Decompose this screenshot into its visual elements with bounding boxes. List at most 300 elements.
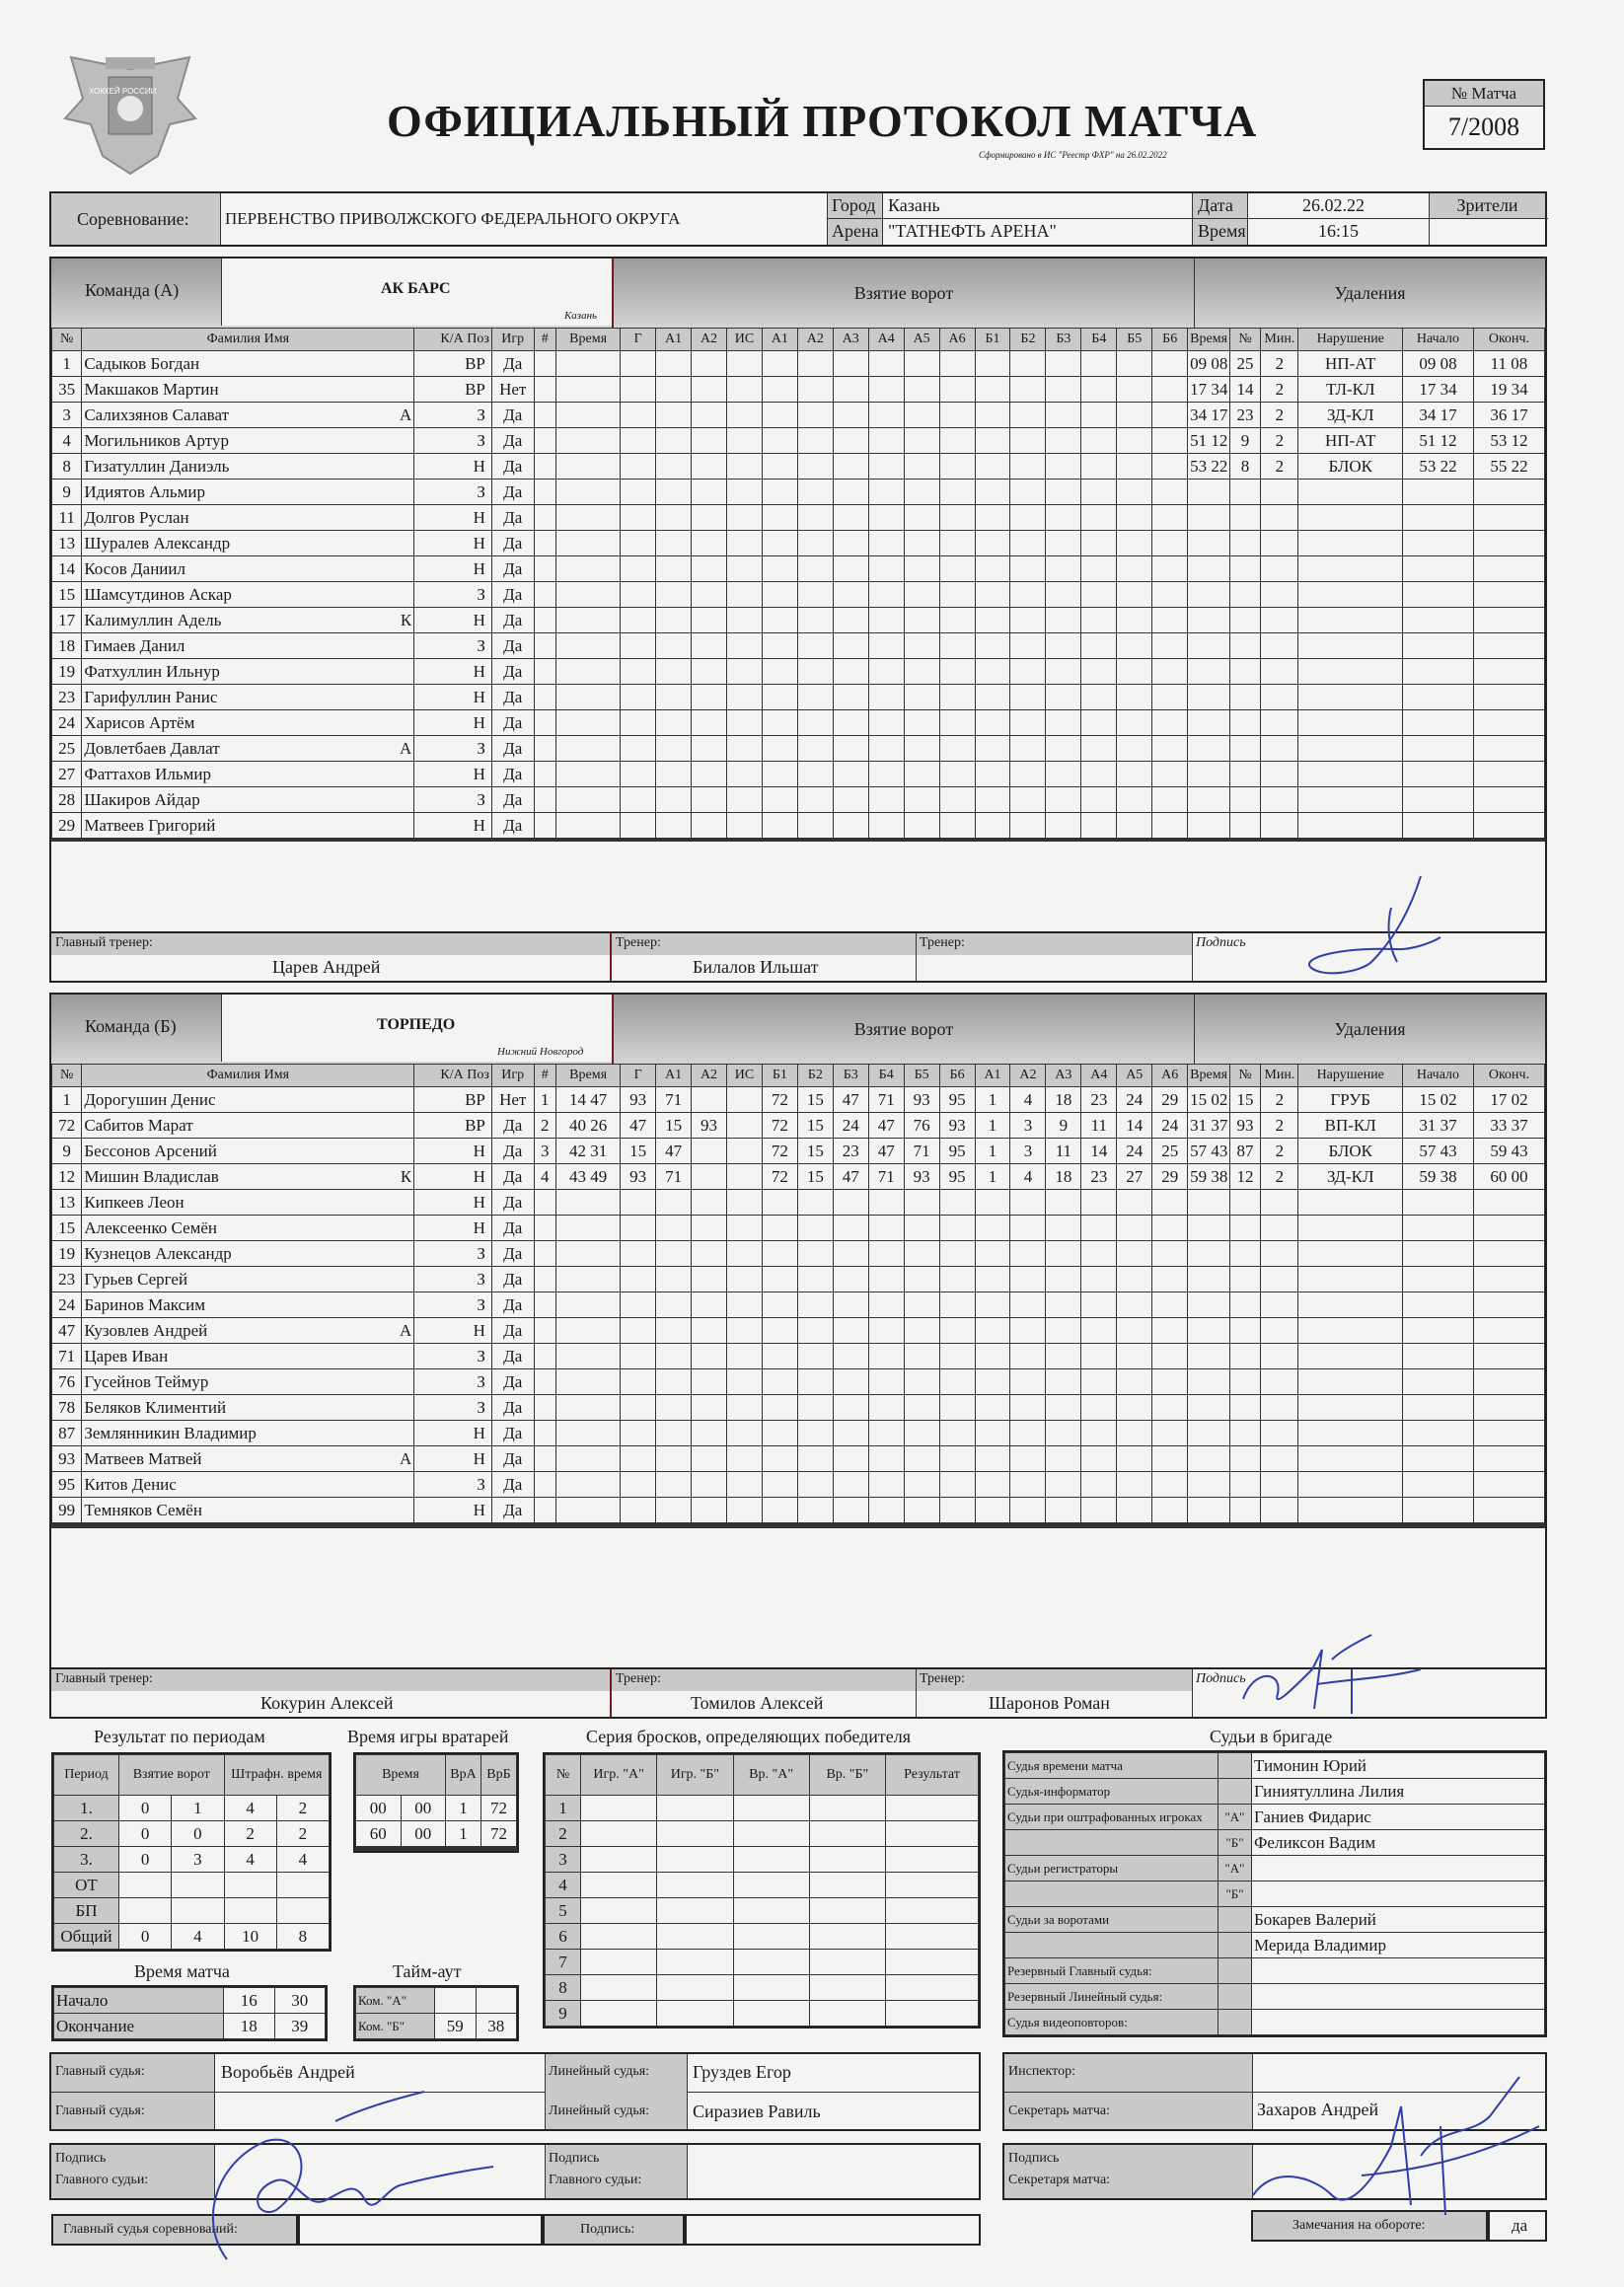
team-b-head-coach-label: Главный тренер: <box>55 1671 153 1686</box>
match-number-box <box>1423 79 1545 150</box>
player-name: Гимаев Данил <box>82 633 414 659</box>
penalty-player: 9 <box>1229 428 1260 454</box>
periods-table <box>53 1754 330 1950</box>
official-role: Судья-информатор <box>1005 1779 1218 1805</box>
player-position: Н <box>414 454 492 480</box>
team-a-name: АК БАРС <box>381 280 451 297</box>
goal-cell: 9 <box>1046 1113 1081 1139</box>
table-row <box>546 1821 979 1847</box>
period-value: 4 <box>276 1847 329 1873</box>
player-played: Да <box>491 1139 534 1164</box>
main-referee-1-label: Главный судья: <box>55 2064 145 2079</box>
player-number: 1 <box>52 1087 82 1113</box>
period-value <box>276 1898 329 1924</box>
official-team <box>1218 1907 1252 1933</box>
col-played: Игр <box>491 329 534 351</box>
official-role: Судьи при оштрафованных игроках <box>1005 1805 1218 1830</box>
table-row <box>52 351 1545 377</box>
page-title: ОФИЦИАЛЬНЫЙ ПРОТОКОЛ МАТЧА <box>387 96 1258 146</box>
table-row <box>52 813 1545 839</box>
goal-cell: 14 <box>1081 1139 1117 1164</box>
official-name <box>1252 1856 1545 1881</box>
penalty-col: № <box>1229 1065 1260 1087</box>
player-played: Да <box>491 1369 534 1395</box>
player-number: 24 <box>52 1292 82 1318</box>
sign-main-1-label: Подпись <box>55 2151 107 2166</box>
shootout-number: 9 <box>546 2001 581 2027</box>
team-a-coach2-label: Тренер: <box>920 935 965 950</box>
shootout-col: Вр. "А" <box>733 1755 809 1796</box>
goal-cell: 1 <box>975 1087 1010 1113</box>
penalty-player: 8 <box>1229 454 1260 480</box>
table-row <box>52 428 1545 454</box>
player-name: Фатхуллин Ильнур <box>82 659 414 685</box>
penalty-player: 23 <box>1229 403 1260 428</box>
penalty-start: 31 37 <box>1403 1113 1474 1139</box>
player-position: Н <box>414 1190 492 1216</box>
timeout-b-seconds: 38 <box>476 2014 517 2039</box>
goal-cell: 47 <box>833 1087 868 1113</box>
main-referee-2-label: Главный судья: <box>55 2103 145 2118</box>
goal-cell: 24 <box>1152 1113 1188 1139</box>
player-position: З <box>414 1344 492 1369</box>
inspector-label: Инспектор: <box>1008 2064 1075 2079</box>
team-a-table <box>51 328 1545 842</box>
player-position: З <box>414 582 492 608</box>
player-name: Салихзянов Салават А <box>82 403 414 428</box>
gk-title: Время игры вратарей <box>347 1727 509 1746</box>
penalty-minutes: 2 <box>1261 1139 1298 1164</box>
table-row <box>52 1472 1545 1498</box>
period-label: 3. <box>54 1847 119 1873</box>
team-b-sign-label: Подпись <box>1196 1671 1246 1686</box>
period-value <box>224 1873 276 1898</box>
player-played: Да <box>491 659 534 685</box>
player-number: 23 <box>52 1267 82 1292</box>
goal-cell <box>726 1087 762 1113</box>
arena: "ТАТНЕФТЬ АРЕНА" <box>888 221 1057 241</box>
col-gk-b: ВрБ <box>481 1755 517 1796</box>
table-row <box>52 659 1545 685</box>
player-position: Н <box>414 1216 492 1241</box>
penalty-infraction: ТЛ-КЛ <box>1298 377 1403 403</box>
player-position: Н <box>414 505 492 531</box>
table-row <box>52 1498 1545 1523</box>
official-name: Феликсон Вадим <box>1252 1830 1545 1856</box>
player-played: Нет <box>491 1087 534 1113</box>
table-row <box>546 1847 979 1873</box>
player-position: З <box>414 736 492 762</box>
player-played: Да <box>491 1472 534 1498</box>
goal-col: Время <box>556 1065 621 1087</box>
table-row <box>52 762 1545 787</box>
goal-time: 14 47 <box>556 1087 621 1113</box>
player-name: Матвеев Матвей А <box>82 1446 414 1472</box>
player-name: Фаттахов Ильмир <box>82 762 414 787</box>
goal-time: 42 31 <box>556 1139 621 1164</box>
official-name: Мерида Владимир <box>1252 1933 1545 1958</box>
player-number: 11 <box>52 505 82 531</box>
match-end-label: Окончание <box>54 2014 224 2039</box>
table-row <box>52 403 1545 428</box>
table-row <box>52 1292 1545 1318</box>
gk-value: 60 <box>356 1821 402 1847</box>
goal-cell: 3 <box>1010 1113 1046 1139</box>
emblem-text: ХОККЕЙ РОССИИ <box>89 87 157 96</box>
penalty-time: 34 17 <box>1188 403 1230 428</box>
goal-number: 2 <box>534 1113 555 1139</box>
competition: ПЕРВЕНСТВО ПРИВОЛЖСКОГО ФЕДЕРАЛЬНОГО ОКРУГА <box>225 209 681 228</box>
goal-col: # <box>534 329 555 351</box>
player-position: Н <box>414 531 492 556</box>
date: 26.02.22 <box>1302 195 1365 215</box>
goal-col: А3 <box>1046 1065 1081 1087</box>
gk-value: 72 <box>481 1796 517 1821</box>
penalty-player: 12 <box>1229 1164 1260 1190</box>
gk-value <box>481 1850 517 1851</box>
penalty-col: Время <box>1188 329 1230 351</box>
goal-col: А3 <box>833 329 868 351</box>
match-start-minutes: 30 <box>274 1988 326 2014</box>
penalty-start: 53 22 <box>1403 454 1474 480</box>
player-position: Н <box>414 1421 492 1446</box>
player-position: Н <box>414 762 492 787</box>
goal-col: А1 <box>656 329 692 351</box>
official-team <box>1218 1984 1252 2010</box>
team-b-city: Нижний Новгород <box>497 1046 584 1058</box>
official-team: "А" <box>1218 1856 1252 1881</box>
penalty-col: Оконч. <box>1473 329 1544 351</box>
player-number: 4 <box>52 428 82 454</box>
player-position: З <box>414 1292 492 1318</box>
goal-cell: 15 <box>797 1164 833 1190</box>
penalty-start: 34 17 <box>1403 403 1474 428</box>
penalty-end: 33 37 <box>1473 1113 1544 1139</box>
sign-field <box>685 2214 981 2246</box>
col-num: № <box>52 1065 82 1087</box>
goal-col: Б6 <box>939 1065 975 1087</box>
table-row <box>52 633 1545 659</box>
table-row <box>52 1113 1545 1139</box>
penalty-col: Начало <box>1403 329 1474 351</box>
table-row <box>356 1796 517 1821</box>
goal-cell: 47 <box>868 1139 904 1164</box>
team-b-penalties-title: Удаления <box>1194 995 1545 1064</box>
goal-col: А1 <box>975 1065 1010 1087</box>
player-played: Да <box>491 1318 534 1344</box>
player-position: Н <box>414 1164 492 1190</box>
player-position: Н <box>414 685 492 710</box>
notes-field <box>1488 2210 1547 2242</box>
penalty-minutes: 2 <box>1261 454 1298 480</box>
player-name: Харисов Артём <box>82 710 414 736</box>
goal-cell: 95 <box>939 1164 975 1190</box>
main-referee-signatures <box>49 2143 981 2200</box>
goal-col: А4 <box>1081 1065 1117 1087</box>
line-referee-2: Сиразиев Равиль <box>693 2102 821 2121</box>
match-time-table <box>53 1987 326 2039</box>
table-row <box>546 1796 979 1821</box>
period-value: 4 <box>224 1847 276 1873</box>
gk-value <box>401 1850 446 1851</box>
goal-cell: 93 <box>904 1087 939 1113</box>
goal-cell: 47 <box>833 1164 868 1190</box>
goal-cell: 71 <box>868 1164 904 1190</box>
penalty-minutes: 2 <box>1261 351 1298 377</box>
gk-value <box>446 1850 481 1851</box>
goal-col: Г <box>621 1065 656 1087</box>
secretary-label: Секретарь матча: <box>1008 2103 1111 2118</box>
penalty-col: Нарушение <box>1298 329 1403 351</box>
goal-col: А1 <box>656 1065 692 1087</box>
goal-cell: 71 <box>868 1087 904 1113</box>
goal-cell: 27 <box>1117 1164 1152 1190</box>
gk-value: 00 <box>401 1821 446 1847</box>
notes-box <box>1251 2210 1488 2242</box>
gk-value: 00 <box>401 1796 446 1821</box>
penalty-infraction: ЗД-КЛ <box>1298 1164 1403 1190</box>
goal-cell <box>692 1139 727 1164</box>
sign-secretary-label: Подпись <box>1008 2151 1060 2166</box>
player-number: 47 <box>52 1318 82 1344</box>
team-b-name: ТОРПЕДО <box>377 1016 456 1033</box>
player-name: Садыков Богдан <box>82 351 414 377</box>
penalty-time: 17 34 <box>1188 377 1230 403</box>
goal-cell: 14 <box>1117 1113 1152 1139</box>
goal-cell: 24 <box>833 1113 868 1139</box>
table-row <box>52 1421 1545 1446</box>
player-name: Китов Денис <box>82 1472 414 1498</box>
city: Казань <box>888 195 940 215</box>
player-name: Алексеенко Семён <box>82 1216 414 1241</box>
player-played: Да <box>491 403 534 428</box>
player-played: Да <box>491 1344 534 1369</box>
period-value: 0 <box>119 1821 172 1847</box>
player-number: 23 <box>52 685 82 710</box>
goal-col: ИС <box>726 1065 762 1087</box>
table-row <box>1005 1753 1545 1779</box>
player-played: Да <box>491 1421 534 1446</box>
player-number: 29 <box>52 813 82 839</box>
goal-cell: 29 <box>1152 1087 1188 1113</box>
goal-cell: 95 <box>939 1087 975 1113</box>
match-info <box>49 191 1547 247</box>
player-position: ВР <box>414 351 492 377</box>
table-row <box>52 1344 1545 1369</box>
goal-cell: 15 <box>797 1113 833 1139</box>
period-value: 3 <box>172 1847 224 1873</box>
goal-cell <box>726 1164 762 1190</box>
team-a-penalties-title: Удаления <box>1194 258 1545 328</box>
official-name <box>1252 1881 1545 1907</box>
goal-cell: 76 <box>904 1113 939 1139</box>
time: 16:15 <box>1318 221 1360 241</box>
penalty-minutes: 2 <box>1261 403 1298 428</box>
player-played: Да <box>491 762 534 787</box>
team-a-head-coach-label: Главный тренер: <box>55 935 153 950</box>
goal-cell: 11 <box>1046 1139 1081 1164</box>
gk-value: 1 <box>446 1796 481 1821</box>
table-row <box>52 480 1545 505</box>
penalty-end: 60 00 <box>1473 1164 1544 1190</box>
col-period-goals: Взятие ворот <box>119 1755 225 1796</box>
player-position: Н <box>414 556 492 582</box>
team-b-coach1: Томилов Алексей <box>691 1693 824 1713</box>
team-a-label: Команда (А) <box>85 280 180 300</box>
table-row <box>54 1821 330 1847</box>
penalty-end: 53 12 <box>1473 428 1544 454</box>
goal-cell: 23 <box>1081 1164 1117 1190</box>
penalty-start: 51 12 <box>1403 428 1474 454</box>
team-a-head-coach: Царев Андрей <box>272 957 381 977</box>
period-label: Общий <box>54 1924 119 1950</box>
shootout-col: Игр. "Б" <box>657 1755 733 1796</box>
period-value <box>172 1898 224 1924</box>
table-row <box>54 1796 330 1821</box>
player-position: ВР <box>414 377 492 403</box>
player-number: 76 <box>52 1369 82 1395</box>
player-number: 9 <box>52 1139 82 1164</box>
match-start-hours: 16 <box>224 1988 275 2014</box>
penalty-infraction: НП-АТ <box>1298 351 1403 377</box>
penalty-infraction: БЛОК <box>1298 1139 1403 1164</box>
team-b-goals-title: Взятие ворот <box>612 995 1194 1064</box>
player-number: 3 <box>52 403 82 428</box>
team-b-head-coach: Кокурин Алексей <box>260 1693 394 1713</box>
table-row <box>52 1190 1545 1216</box>
player-position: ВР <box>414 1087 492 1113</box>
col-period-pim: Штрафн. время <box>224 1755 330 1796</box>
timeout-a-label: Ком. "А" <box>356 1988 435 2014</box>
player-name: Косов Даниил <box>82 556 414 582</box>
table-row <box>52 1139 1545 1164</box>
goal-col: Б2 <box>1010 329 1046 351</box>
goal-cell: 11 <box>1081 1113 1117 1139</box>
goal-cell: 4 <box>1010 1087 1046 1113</box>
table-row <box>52 841 1545 842</box>
penalty-col: Оконч. <box>1473 1065 1544 1087</box>
goal-col: А4 <box>868 329 904 351</box>
shootout-number: 5 <box>546 1898 581 1924</box>
player-name: Кипкеев Леон <box>82 1190 414 1216</box>
player-name: Кузовлев Андрей А <box>82 1318 414 1344</box>
penalty-time: 15 02 <box>1188 1087 1230 1113</box>
notes-label: Замечания на обороте: <box>1292 2218 1426 2233</box>
time-label: Время <box>1198 221 1246 241</box>
player-position: З <box>414 1267 492 1292</box>
official-role <box>1005 1933 1218 1958</box>
shootout-table <box>545 1754 979 2027</box>
goal-col: А6 <box>939 329 975 351</box>
period-value: 4 <box>224 1796 276 1821</box>
goal-number: 1 <box>534 1087 555 1113</box>
table-row <box>546 2001 979 2027</box>
penalty-end: 17 02 <box>1473 1087 1544 1113</box>
goal-col: Б5 <box>1117 329 1152 351</box>
penalty-minutes: 2 <box>1261 428 1298 454</box>
match-number: 7/2008 <box>1447 112 1520 141</box>
player-number: 8 <box>52 454 82 480</box>
col-gk-time: Время <box>356 1755 446 1796</box>
period-label: 1. <box>54 1796 119 1821</box>
goal-cell: 71 <box>656 1087 692 1113</box>
player-played: Да <box>491 1113 534 1139</box>
officials-table <box>1004 1752 1545 2035</box>
col-name: Фамилия Имя <box>82 1065 414 1087</box>
table-row <box>52 531 1545 556</box>
player-played: Да <box>491 710 534 736</box>
table-row <box>1005 1856 1545 1881</box>
player-played: Да <box>491 1395 534 1421</box>
line-referee-1-label: Линейный судья: <box>549 2064 650 2079</box>
penalty-col: Мин. <box>1261 329 1298 351</box>
goal-cell: 25 <box>1152 1139 1188 1164</box>
penalty-col: Нарушение <box>1298 1065 1403 1087</box>
table-row <box>54 1873 330 1898</box>
table-row <box>52 787 1545 813</box>
goal-col: # <box>534 1065 555 1087</box>
player-number: 78 <box>52 1395 82 1421</box>
goal-col: Б2 <box>797 1065 833 1087</box>
goal-cell: 93 <box>939 1113 975 1139</box>
table-row <box>52 1318 1545 1344</box>
table-row <box>52 1267 1545 1292</box>
period-value: 0 <box>119 1924 172 1950</box>
goal-cell: 47 <box>621 1113 656 1139</box>
sign-main-2-label-2: Главного судьи: <box>549 2173 642 2187</box>
period-value: 0 <box>119 1796 172 1821</box>
period-value: 0 <box>172 1821 224 1847</box>
team-a-goals-title: Взятие ворот <box>612 258 1194 328</box>
sign-main-1-label-2: Главного судьи: <box>55 2173 149 2187</box>
chief-referee-field <box>298 2214 543 2246</box>
col-name: Фамилия Имя <box>82 329 414 351</box>
team-b-table <box>51 1064 1545 1528</box>
goal-cell: 47 <box>868 1113 904 1139</box>
player-number: 35 <box>52 377 82 403</box>
player-name: Долгов Руслан <box>82 505 414 531</box>
period-value: 0 <box>119 1847 172 1873</box>
goal-cell: 72 <box>762 1087 797 1113</box>
period-value: 2 <box>276 1821 329 1847</box>
official-role: Судьи за воротами <box>1005 1907 1218 1933</box>
player-played: Да <box>491 633 534 659</box>
team-a-city: Казань <box>564 310 598 322</box>
penalty-end: 59 43 <box>1473 1139 1544 1164</box>
gk-value: 00 <box>356 1796 402 1821</box>
goal-cell: 47 <box>656 1139 692 1164</box>
shootout-col: Игр. "А" <box>581 1755 657 1796</box>
player-number: 27 <box>52 762 82 787</box>
table-row <box>546 1873 979 1898</box>
player-played: Да <box>491 556 534 582</box>
goal-cell: 72 <box>762 1164 797 1190</box>
player-name: Шуралев Александр <box>82 531 414 556</box>
main-referee-1: Воробьёв Андрей <box>221 2062 355 2082</box>
player-name: Темняков Семён <box>82 1498 414 1523</box>
periods-title: Результат по периодам <box>94 1727 265 1746</box>
goal-cell: 15 <box>797 1087 833 1113</box>
official-name: Гиниятуллина Лилия <box>1252 1779 1545 1805</box>
player-position: З <box>414 787 492 813</box>
goal-cell: 71 <box>656 1164 692 1190</box>
player-number: 25 <box>52 736 82 762</box>
player-played: Да <box>491 736 534 762</box>
period-value: 1 <box>172 1796 224 1821</box>
period-label: БП <box>54 1898 119 1924</box>
period-value: 2 <box>224 1821 276 1847</box>
goal-cell: 93 <box>904 1164 939 1190</box>
